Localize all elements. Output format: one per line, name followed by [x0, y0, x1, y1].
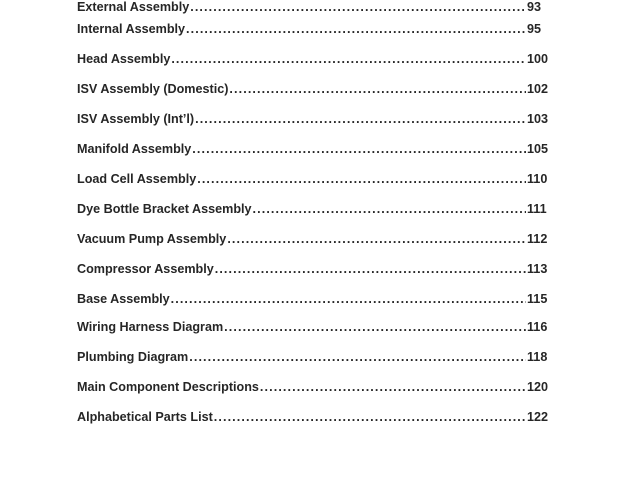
toc-entry[interactable]: [77, 410, 549, 428]
toc-entry-page: 110: [527, 172, 548, 186]
toc-entry[interactable]: [77, 380, 549, 398]
dot-leader: [214, 410, 526, 424]
toc-entry[interactable]: [77, 172, 549, 190]
dot-leader: [195, 112, 526, 126]
toc-entry-page: 102: [527, 82, 549, 96]
toc-entry[interactable]: [77, 82, 549, 100]
toc-entry[interactable]: [77, 232, 549, 250]
toc-entry[interactable]: [77, 292, 549, 310]
toc-entry-title: Compressor Assembly: [77, 262, 214, 276]
toc-entry-title: Vacuum Pump Assembly: [77, 232, 227, 246]
toc-entry-page: 95: [527, 22, 542, 36]
toc-entry-page: 116: [527, 320, 548, 334]
toc-entry-page: 118: [527, 350, 548, 364]
toc-entry-page: 103: [527, 112, 549, 126]
toc-entry[interactable]: [77, 112, 549, 130]
toc-entry-title: Load Cell Assembly: [77, 172, 197, 186]
toc-entry[interactable]: [77, 0, 549, 18]
toc-entry[interactable]: [77, 52, 549, 70]
toc-entry[interactable]: [77, 320, 549, 338]
toc-entry-title: ISV Assembly (Int’l): [77, 112, 195, 126]
toc-entry-title: ISV Assembly (Domestic): [77, 82, 229, 96]
toc-entry-page: 93: [527, 0, 542, 14]
toc-entry-title: Internal Assembly: [77, 22, 186, 36]
toc-entry[interactable]: [77, 202, 549, 220]
toc-entry-title: Manifold Assembly: [77, 142, 192, 156]
toc-entry[interactable]: [77, 262, 549, 280]
toc-entry-title: Main Component Descriptions: [77, 380, 259, 394]
dot-leader: [215, 262, 526, 276]
dot-leader: [171, 52, 526, 66]
dot-leader: [189, 350, 526, 364]
dot-leader: [253, 202, 526, 216]
toc-entry-page: 122: [527, 410, 549, 424]
toc-entry-title: Alphabetical Parts List: [77, 410, 213, 424]
toc-entry-page: 105: [527, 142, 549, 156]
toc-entry-page: 120: [527, 380, 549, 394]
toc-entry[interactable]: [77, 350, 549, 368]
dot-leader: [192, 142, 526, 156]
dot-leader: [224, 320, 526, 334]
toc-entry[interactable]: [77, 142, 549, 160]
dot-leader: [227, 232, 526, 246]
toc-entry-title: Dye Bottle Bracket Assembly: [77, 202, 252, 216]
dot-leader: [186, 22, 526, 36]
toc-entry-page: 111: [527, 202, 547, 216]
dot-leader: [171, 292, 526, 306]
toc-entry-page: 112: [527, 232, 548, 246]
toc-entry-title: Wiring Harness Diagram: [77, 320, 224, 334]
toc-entry[interactable]: [77, 22, 549, 40]
dot-leader: [229, 82, 526, 96]
dot-leader: [190, 0, 526, 14]
toc-entry-title: External Assembly: [77, 0, 190, 14]
toc-entry-page: 113: [527, 262, 548, 276]
dot-leader: [260, 380, 526, 394]
toc-entry-page: 100: [527, 52, 549, 66]
dot-leader: [197, 172, 526, 186]
toc-entry-title: Plumbing Diagram: [77, 350, 189, 364]
toc-entry-title: Head Assembly: [77, 52, 171, 66]
toc-entry-page: 115: [527, 292, 548, 306]
toc-entry-title: Base Assembly: [77, 292, 170, 306]
